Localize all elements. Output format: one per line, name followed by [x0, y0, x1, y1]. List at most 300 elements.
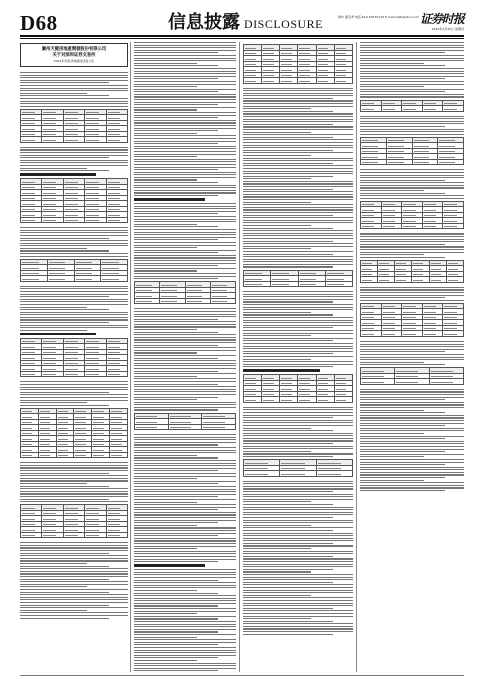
text-line [134, 358, 218, 359]
text-line [243, 217, 353, 218]
text-line [243, 527, 353, 528]
text-line [20, 381, 128, 382]
text-line [243, 582, 333, 583]
text-line [134, 250, 236, 251]
text-line [243, 507, 353, 508]
text-line [20, 470, 128, 471]
table-row [244, 78, 353, 84]
text-line [134, 527, 236, 528]
text-line [134, 593, 218, 594]
text-line [134, 329, 197, 330]
text-line [134, 316, 236, 317]
text-line [134, 442, 236, 443]
text-line [243, 259, 353, 260]
text-line [134, 512, 236, 513]
text-line [360, 86, 424, 87]
data-table [360, 367, 464, 385]
text-line [134, 507, 236, 508]
table-row [244, 471, 353, 477]
text-line [243, 564, 353, 565]
text-line [243, 420, 353, 421]
table-cell [280, 397, 298, 403]
text-line [243, 209, 353, 210]
text-line [20, 322, 109, 323]
text-line [20, 77, 128, 78]
text-line [134, 159, 236, 160]
article-subhead: 2021年年报问询函的回复公告 [53, 59, 95, 63]
text-line [134, 190, 236, 191]
text-line [360, 446, 464, 447]
column-2 [134, 42, 236, 672]
text-line [134, 311, 236, 312]
text-line [134, 206, 236, 207]
table-cell [422, 331, 443, 337]
text-line [134, 107, 236, 108]
text-line [243, 152, 353, 153]
text-line [243, 481, 353, 482]
text-line [243, 256, 353, 257]
text-line [134, 386, 236, 387]
text-line [20, 256, 128, 257]
text-line [20, 579, 109, 580]
text-line [134, 68, 236, 69]
text-line [243, 181, 353, 182]
data-table [20, 109, 128, 143]
text-line [243, 496, 353, 497]
text-line [243, 93, 353, 94]
text-line [360, 289, 464, 290]
text-line [360, 126, 445, 127]
table-row [244, 397, 353, 403]
text-line [134, 637, 197, 638]
text-line [243, 307, 353, 308]
text-line [134, 94, 236, 95]
text-line [20, 553, 109, 554]
table-cell [63, 371, 84, 377]
text-line [243, 251, 353, 252]
text-line [243, 246, 353, 247]
text-line [360, 96, 464, 97]
text-line [243, 543, 333, 544]
data-table [360, 100, 464, 112]
text-line [243, 261, 353, 262]
text-line [360, 187, 464, 188]
table-cell [443, 331, 464, 337]
text-line [134, 650, 236, 651]
table-cell [334, 78, 352, 84]
text-line [243, 351, 353, 352]
table-cell [244, 78, 262, 84]
text-line [360, 76, 464, 77]
text-line [360, 399, 445, 400]
text-line [243, 574, 353, 575]
table-cell [135, 424, 169, 430]
text-line [134, 185, 236, 186]
table-cell [160, 298, 185, 304]
text-line [243, 111, 333, 112]
text-line [20, 483, 87, 484]
text-line [243, 301, 333, 302]
table-cell [298, 78, 316, 84]
text-line [243, 173, 353, 174]
text-line [360, 55, 464, 56]
masthead [20, 12, 464, 34]
text-line [20, 103, 128, 104]
text-line [360, 456, 424, 457]
text-line [134, 491, 236, 492]
text-line [134, 337, 236, 338]
table-cell [381, 331, 402, 337]
text-line [134, 655, 236, 656]
table-cell [395, 277, 412, 283]
table-cell [85, 532, 106, 538]
text-line [134, 642, 236, 643]
text-line [134, 595, 236, 596]
text-line [20, 462, 128, 463]
text-line [134, 600, 236, 601]
text-line [20, 160, 128, 161]
text-line [134, 255, 236, 256]
text-line [134, 473, 236, 474]
text-line [360, 407, 464, 408]
text-line [360, 459, 464, 460]
text-line [20, 101, 128, 102]
text-line [360, 480, 424, 481]
text-line [243, 163, 333, 164]
text-line [134, 543, 236, 544]
text-line [243, 134, 353, 135]
text-line [20, 85, 128, 86]
table-cell [325, 281, 352, 287]
text-line [243, 100, 353, 101]
text-line [243, 415, 353, 416]
text-line [134, 373, 236, 374]
text-line [134, 125, 236, 126]
table-cell [446, 277, 463, 283]
text-line [20, 597, 128, 598]
article-company: 廣州天健房地產開發股份有限公司 [41, 47, 107, 52]
text-line [243, 520, 353, 521]
table-cell [280, 78, 298, 84]
text-line [20, 165, 128, 166]
text-line [243, 448, 353, 449]
text-line [243, 512, 353, 513]
text-line [20, 168, 87, 169]
text-line [360, 244, 445, 245]
article-headline: 关于对深圳证券交易所 [52, 53, 96, 58]
text-line [243, 139, 353, 140]
text-line [20, 563, 87, 564]
text-line [134, 389, 236, 390]
text-line [360, 190, 424, 191]
text-line [134, 582, 236, 583]
table-cell [443, 106, 464, 112]
text-line [134, 135, 236, 136]
text-line [134, 478, 197, 479]
table-cell [106, 532, 127, 538]
text-line [134, 122, 236, 123]
text-line [20, 486, 109, 487]
text-line [243, 553, 353, 554]
text-line [134, 486, 236, 487]
text-line [360, 454, 464, 455]
text-line [243, 196, 353, 197]
text-line [134, 556, 236, 557]
text-line [134, 219, 236, 220]
text-line [134, 450, 236, 451]
table-cell [298, 397, 316, 403]
text-line [134, 360, 236, 361]
data-table [360, 303, 464, 337]
text-line [20, 488, 128, 489]
text-line [134, 540, 236, 541]
text-line [20, 550, 128, 551]
text-line [134, 324, 236, 325]
text-line [360, 252, 464, 253]
text-line [20, 592, 109, 593]
text-line [20, 162, 128, 163]
text-line [243, 548, 311, 549]
text-line [20, 304, 128, 305]
table-row [21, 532, 128, 538]
text-line [360, 84, 464, 85]
text-line [243, 299, 353, 300]
text-line [243, 106, 353, 107]
text-line [134, 384, 218, 385]
text-line [134, 172, 236, 173]
table-cell [63, 137, 84, 143]
text-line [243, 491, 333, 492]
text-line [134, 587, 236, 588]
data-table [134, 413, 236, 431]
text-line [243, 584, 353, 585]
text-line [134, 321, 236, 322]
text-line [360, 254, 424, 255]
text-line [134, 585, 236, 586]
text-line [360, 233, 464, 234]
text-line [243, 569, 333, 570]
text-line [243, 571, 311, 572]
text-line [243, 322, 353, 323]
text-line [243, 545, 353, 546]
text-line [243, 486, 353, 487]
text-line [20, 147, 128, 148]
table-cell [42, 137, 63, 143]
text-line [360, 172, 464, 173]
text-line [20, 467, 128, 468]
text-line [243, 132, 311, 133]
text-line [243, 330, 353, 331]
text-line [134, 84, 236, 85]
text-line [134, 611, 236, 612]
text-line [243, 194, 353, 195]
text-line [243, 241, 333, 242]
text-line [360, 47, 464, 48]
text-line [360, 131, 464, 132]
text-line [243, 266, 333, 267]
text-line [134, 644, 218, 645]
text-line [243, 142, 353, 143]
text-line [20, 152, 128, 153]
text-line [20, 88, 128, 89]
text-line [243, 113, 353, 114]
text-line [20, 227, 128, 228]
table-cell [42, 532, 63, 538]
table-row [361, 331, 464, 337]
text-line [20, 384, 128, 385]
table-cell [316, 397, 334, 403]
text-line [360, 417, 464, 418]
text-line [360, 474, 464, 475]
text-line [360, 118, 464, 119]
text-line [134, 569, 236, 570]
text-line [360, 412, 445, 413]
text-line [243, 296, 353, 297]
text-line [134, 247, 197, 248]
text-line [243, 517, 333, 518]
text-line [20, 405, 109, 406]
text-line [20, 542, 128, 543]
text-line [134, 399, 197, 400]
text-line [360, 462, 464, 463]
text-line [360, 410, 424, 411]
text-line [134, 350, 236, 351]
text-line [134, 55, 236, 56]
text-line [134, 332, 218, 333]
text-line [134, 574, 236, 575]
text-line [243, 333, 353, 334]
table-cell [402, 331, 423, 337]
table-cell [210, 298, 235, 304]
text-line [360, 89, 464, 90]
text-line [243, 595, 311, 596]
data-table [20, 178, 128, 223]
table-cell [21, 532, 42, 538]
text-line [243, 147, 353, 148]
text-line [360, 94, 464, 95]
text-line [243, 364, 353, 365]
text-line [20, 387, 128, 388]
text-line [360, 449, 464, 450]
text-line [134, 665, 236, 666]
text-line [20, 501, 128, 502]
text-line [134, 551, 236, 552]
column-divider [239, 42, 240, 672]
table-row [21, 371, 128, 377]
text-line [134, 109, 197, 110]
table-row [361, 106, 464, 112]
text-line [243, 155, 311, 156]
table-cell [262, 397, 280, 403]
text-line [134, 221, 236, 222]
text-line [134, 657, 218, 658]
text-line [20, 299, 128, 300]
text-line [134, 530, 236, 531]
text-line [134, 156, 197, 157]
text-line [360, 472, 464, 473]
text-line [243, 309, 353, 310]
text-line [134, 631, 218, 632]
text-line [134, 605, 218, 606]
table-row [361, 277, 464, 283]
text-line [134, 182, 218, 183]
text-line [243, 343, 353, 344]
text-line [360, 292, 464, 293]
text-line [134, 509, 218, 510]
text-line [360, 65, 445, 66]
text-line [243, 264, 353, 265]
text-line [134, 499, 236, 500]
table-row [135, 298, 236, 304]
text-line [243, 538, 353, 539]
text-line [360, 438, 445, 439]
text-line [20, 75, 128, 76]
text-line [20, 465, 128, 466]
text-line [134, 668, 236, 669]
text-line [134, 45, 236, 46]
text-line [243, 494, 353, 495]
text-line [134, 580, 218, 581]
text-line [134, 232, 236, 233]
text-line [243, 189, 333, 190]
text-line [134, 58, 236, 59]
text-line [360, 45, 464, 46]
column-3 [243, 42, 353, 672]
text-line [243, 361, 353, 362]
text-line [243, 587, 353, 588]
text-line [134, 177, 236, 178]
table-cell [74, 276, 101, 282]
text-line [20, 491, 128, 492]
text-line [243, 605, 353, 606]
text-line [134, 268, 236, 269]
text-line [360, 81, 464, 82]
text-line [134, 639, 236, 640]
text-line [134, 208, 236, 209]
text-line [360, 180, 445, 181]
text-line [134, 187, 236, 188]
newspaper-logo: 证券时报 [419, 12, 464, 26]
text-line [360, 241, 464, 242]
text-line [134, 211, 236, 212]
text-line [243, 359, 311, 360]
text-line [134, 263, 236, 264]
text-line [360, 177, 464, 178]
page-number: D68 [20, 11, 58, 35]
text-line [243, 626, 353, 627]
text-line [134, 345, 218, 346]
text-line [243, 616, 353, 617]
text-line [360, 129, 464, 130]
text-line [20, 581, 128, 582]
table-cell [412, 277, 429, 283]
text-line [243, 348, 353, 349]
text-line [134, 234, 236, 235]
text-line [243, 366, 333, 367]
table-cell [21, 452, 39, 458]
text-line [243, 325, 353, 326]
text-line [243, 409, 353, 410]
text-line [134, 376, 197, 377]
text-line [134, 148, 236, 149]
text-line [134, 260, 236, 261]
text-line [134, 598, 236, 599]
text-line [360, 402, 464, 403]
text-line [243, 116, 353, 117]
text-line [134, 447, 236, 448]
text-line [134, 141, 236, 142]
table-cell [101, 276, 128, 282]
